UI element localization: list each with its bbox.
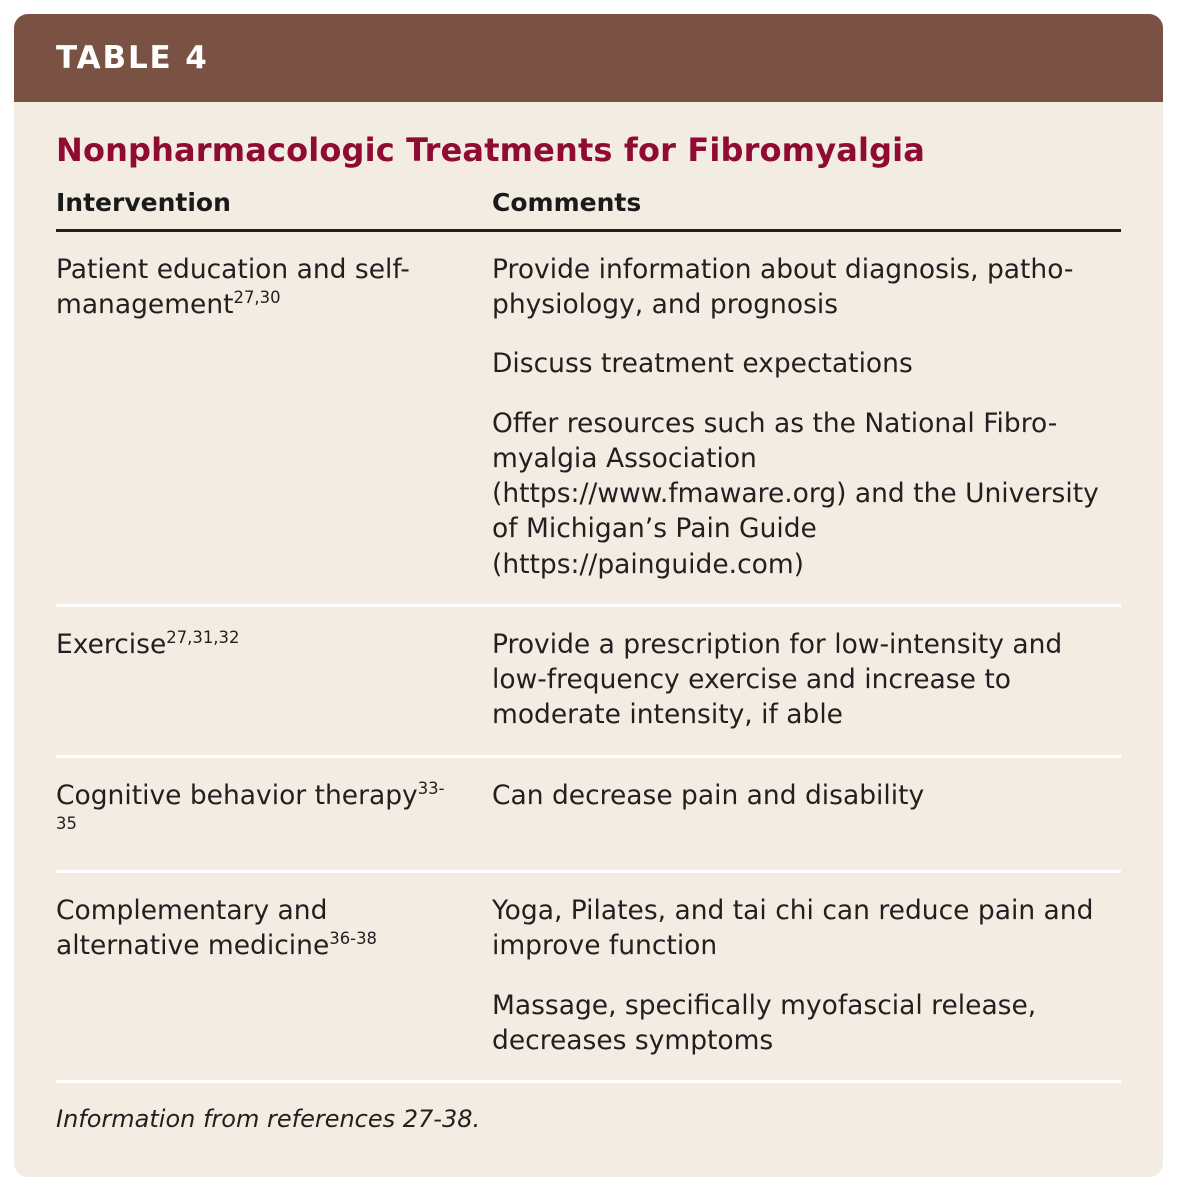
- table-row: [56, 756, 1121, 871]
- column-header-intervention: Intervention: [56, 174, 446, 231]
- treatments-table: [56, 174, 1121, 1083]
- intervention-references: 27,31,32: [166, 628, 240, 648]
- comment-paragraph: Offer resources such as the National Fibro-myalgia Association (https://www.fmaware.org) and the University of Michigan’s Pain Guide (https://painguide.com): [492, 407, 1099, 580]
- cell-comments: [446, 605, 1121, 756]
- column-header-comments: Comments: [446, 174, 1121, 231]
- table-row: [56, 231, 1121, 606]
- comment-paragraph: Yoga, Pilates, and tai chi can reduce pain and improve function: [492, 895, 1094, 962]
- comment-paragraph: Discuss treatment expectations: [492, 348, 913, 380]
- cell-intervention: [56, 605, 446, 756]
- intervention-text: Complementary and alternative medicine: [56, 895, 330, 962]
- table-footnote: Information from references 27-38.: [56, 1104, 481, 1133]
- intervention-text: Patient education and self-management: [56, 254, 410, 321]
- table-title: Nonpharmacologic Treatments for Fibromyalgia: [56, 131, 926, 169]
- table-header-bar: [14, 14, 1163, 102]
- intervention-references: 33-35: [56, 778, 445, 833]
- cell-comments: [446, 872, 1121, 1082]
- intervention-references: 36-38: [329, 929, 377, 949]
- intervention-text: Exercise: [56, 628, 167, 660]
- cell-intervention: [56, 756, 446, 871]
- table-card: [14, 14, 1163, 1177]
- table-body-area: [14, 102, 1163, 1133]
- cell-comments: [446, 756, 1121, 871]
- cell-comments: [446, 231, 1121, 606]
- comment-paragraph: Can decrease pain and disability: [492, 779, 925, 811]
- intervention-references: 27,30: [233, 288, 281, 308]
- comment-paragraph: Massage, specifically myofascial release, decreases symptoms: [492, 989, 1037, 1056]
- intervention-text: Cognitive behavior therapy: [56, 779, 418, 811]
- table-row: [56, 872, 1121, 1082]
- comment-paragraph: Provide a prescription for low-intensity and low-frequency exercise and increase to moderate intensity, if able: [492, 628, 1063, 731]
- comment-paragraph: Provide information about diagnosis, patho-physiology, and prognosis: [492, 254, 1074, 321]
- table-number-label: TABLE 4: [56, 40, 209, 76]
- table-row: [56, 605, 1121, 756]
- cell-intervention: [56, 872, 446, 1082]
- table-header-row: [56, 174, 1121, 231]
- cell-intervention: [56, 231, 446, 606]
